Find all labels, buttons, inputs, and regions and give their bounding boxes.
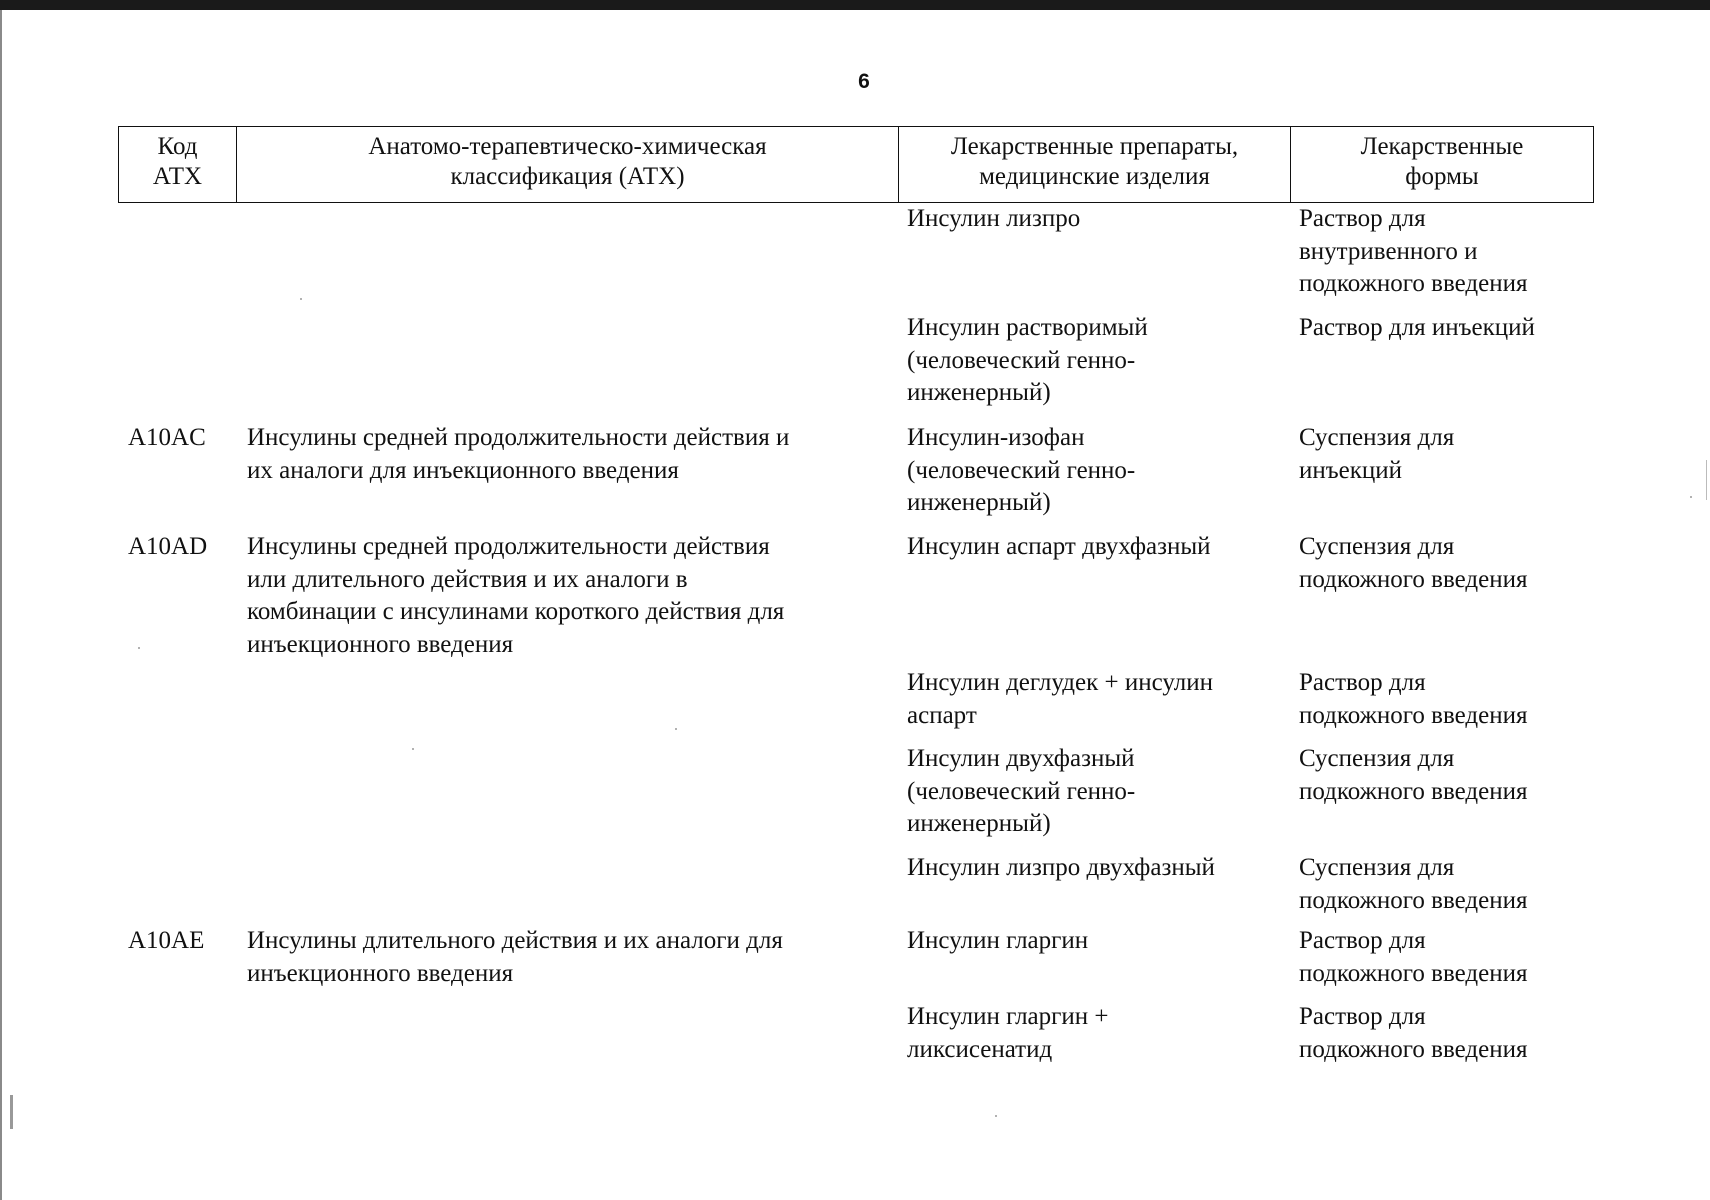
header-drugs <box>899 127 1291 202</box>
header-classification-label: Анатомо-терапевтическо-химическая классификация (АТХ) <box>368 133 767 190</box>
row-9-drug: Инсулин гларгин + ликсисенатид <box>907 1003 1109 1063</box>
scan-speck <box>300 298 302 300</box>
scan-speck <box>675 728 677 730</box>
row-5-drug: Инсулин деглудек + инсулин аспарт <box>907 669 1214 729</box>
scan-border-left <box>0 10 2 1200</box>
header-drugs-label: Лекарственные препараты, медицинские изделия <box>950 133 1239 190</box>
scan-border-top <box>0 0 1710 10</box>
scan-edge-mark <box>10 1095 13 1129</box>
row-4-classification: Инсулины средней продолжительности действия или длительного действия и их аналоги в комбинации с инсулинами короткого действия для инъекционного введения <box>247 533 785 658</box>
row-6-form: Суспензия для подкожного введения <box>1299 745 1528 805</box>
scan-speck <box>412 748 414 750</box>
scan-speck <box>138 647 140 649</box>
row-3-form: Суспензия для инъекций <box>1299 424 1455 484</box>
row-4-drug: Инсулин аспарт двухфазный <box>907 533 1211 560</box>
row-4-code: A10AD <box>128 533 208 560</box>
row-8-classification: Инсулины длительного действия и их аналоги для инъекционного введения <box>247 927 783 987</box>
row-2-drug: Инсулин растворимый (человеческий генно- инженерный) <box>907 314 1148 406</box>
row-4-form: Суспензия для подкожного введения <box>1299 533 1528 593</box>
row-7-drug: Инсулин лизпро двухфазный <box>907 854 1215 881</box>
row-5-form: Раствор для подкожного введения <box>1299 669 1528 729</box>
row-8-code: A10AE <box>128 927 205 954</box>
row-7-form: Суспензия для подкожного введения <box>1299 854 1528 914</box>
scan-edge-mark <box>1706 460 1707 500</box>
row-3-code: A10AC <box>128 424 206 451</box>
row-9-form: Раствор для подкожного введения <box>1299 1003 1528 1063</box>
scan-speck <box>995 1115 997 1117</box>
row-8-drug: Инсулин гларгин <box>907 927 1089 954</box>
header-code <box>119 127 237 202</box>
header-forms <box>1291 127 1593 202</box>
row-3-drug: Инсулин-изофан (человеческий генно- инженерный) <box>907 424 1136 516</box>
row-2-form: Раствор для инъекций <box>1299 314 1535 341</box>
page-number: 6 <box>858 70 870 93</box>
row-6-drug: Инсулин двухфазный (человеческий генно- инженерный) <box>907 745 1136 837</box>
header-code-label: Код АТХ <box>152 133 203 190</box>
header-forms-label: Лекарственные формы <box>1360 133 1524 190</box>
header-classification <box>237 127 899 202</box>
table-header <box>118 126 1594 203</box>
row-8-form: Раствор для подкожного введения <box>1299 927 1528 987</box>
row-1-drug: Инсулин лизпро <box>907 205 1081 232</box>
scan-speck <box>1690 496 1692 498</box>
row-1-form: Раствор для внутривенного и подкожного введения <box>1299 205 1528 297</box>
row-3-classification: Инсулины средней продолжительности действия и их аналоги для инъекционного введения <box>247 424 790 484</box>
